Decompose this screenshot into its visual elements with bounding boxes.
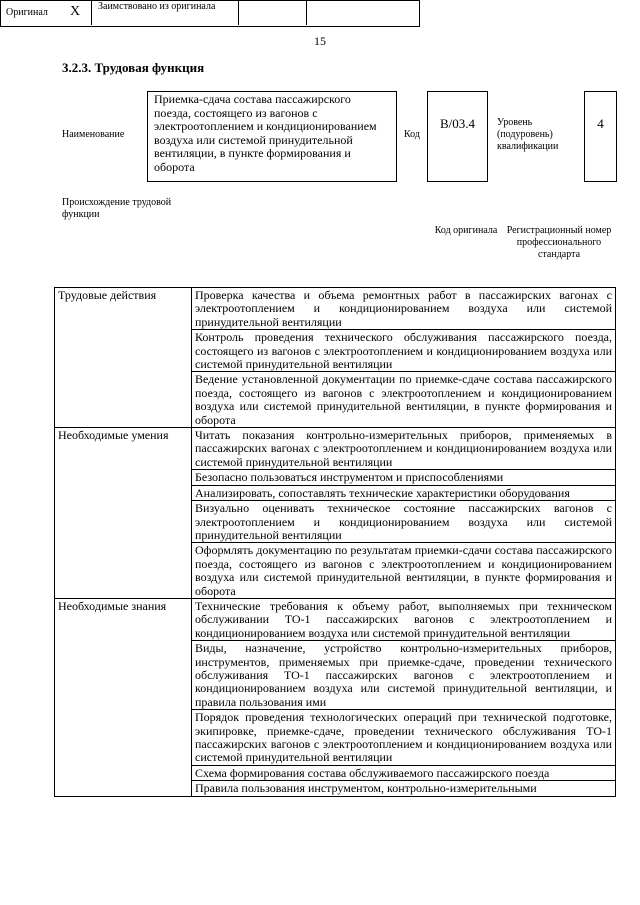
function-name-box [147, 91, 397, 182]
level-box [584, 91, 617, 182]
origin-borrowed-cell [92, 0, 239, 25]
row-text: Ведение установленной документации по приемке-сдаче состава пассажирского поезда, состоящего из вагонов с электроотоплением и кондиционированием воздуха или системой принудительной вентиляции, в пункте формирования и оборота [192, 372, 616, 428]
row-text: Оформлять документацию по результатам приемки-сдачи состава пассажирского поезда, состоящего из вагонов с электроотоплением и кондиционированием воздуха или системой принудительной вентиляции, в пункте формирования и оборота [192, 543, 616, 599]
code-label: Код [404, 129, 420, 140]
row-text: Правила пользования инструментом, контрольно-измерительными [192, 781, 616, 796]
origin-code-cell [239, 0, 307, 25]
origin-reg-cell [307, 0, 419, 25]
category-skills: Необходимые умения [55, 428, 192, 599]
row-text: Проверка качества и объема ремонтных работ в пассажирских вагонах с электроотоплением и кондиционированием воздуха или системой принудительной вентиляции [192, 288, 616, 330]
row-text: Схема формирования состава обслуживаемого пассажирского поезда [192, 765, 616, 780]
section-title: 3.2.3. Трудовая функция [62, 60, 205, 75]
row-text: Порядок проведения технологических операций при технической подготовке, экипировке, приемке-сдаче, проведении технического обслуживания ТО-1 пассажирских вагонов с электроотоплением и кондиционированием воздуха или системой принудительной вентиляции [192, 710, 616, 766]
category-labor-actions: Трудовые действия [55, 288, 192, 428]
category-knowledge: Необходимые знания [55, 598, 192, 796]
row-text: Читать показания контрольно-измерительных приборов, применяемых в пассажирских вагонах с электроотоплением и кондиционированием воздуха или системой принудительной вентиляции [192, 428, 616, 470]
row-text: Безопасно пользоваться инструментом и приспособлениями [192, 470, 616, 485]
code-value: B/03.4 [439, 116, 476, 131]
origin-original-cell [0, 0, 92, 25]
page-number: 15 [314, 34, 326, 48]
row-text: Анализировать, сопоставлять технические характеристики оборудования [192, 485, 616, 500]
row-text: Визуально оценивать техническое состояние пассажирских вагонов с электроотоплением и кондиционированием воздуха или системой принудительной вентиляции [192, 501, 616, 543]
row-text: Контроль проведения технического обслуживания пассажирского поезда, состоящего из вагонов с электроотоплением и кондиционированием воздуха или системой принудительной вентиляции [192, 330, 616, 372]
code-original-caption: Код оригинала [434, 225, 498, 236]
level-label: Уровень (подуровень) квалификации [497, 117, 559, 152]
code-box [427, 91, 488, 182]
function-details-table [54, 287, 616, 797]
table-row [55, 428, 616, 470]
origin-label: Происхождение трудовой функции [62, 197, 172, 220]
original-label: Оригинал [6, 7, 48, 18]
table-row [55, 598, 616, 640]
row-text: Технические требования к объему работ, выполняемых при техническом обслуживании ТО-1 пассажирских вагонов с электроотоплением и кондиционированием воздуха или системой принудительной вентиляции [192, 598, 616, 640]
borrowed-label: Заимствовано из оригинала [98, 1, 216, 12]
name-label: Наименование [62, 129, 125, 140]
function-name-value: Приемка-сдача состава пассажирского поезда, состоящего из вагонов с электроотоплением и кондиционированием воздуха или системой принудительной вентиляции, в пункте формирования и оборота [154, 92, 377, 174]
table-row [55, 288, 616, 330]
reg-number-caption: Регистрационный номер профессионального стандарта [506, 225, 612, 260]
row-text: Виды, назначение, устройство контрольно-измерительных приборов, инструментов, применяемых при приемке-сдаче, проведении технического обслуживания ТО-1 пассажирских вагонов с электроотоплением и кондиционированием воздуха или системой принудительной вентиляции, и правила пользования ими [192, 641, 616, 710]
level-value: 4 [597, 116, 604, 131]
origin-row [0, 0, 420, 27]
original-mark: X [70, 4, 81, 19]
